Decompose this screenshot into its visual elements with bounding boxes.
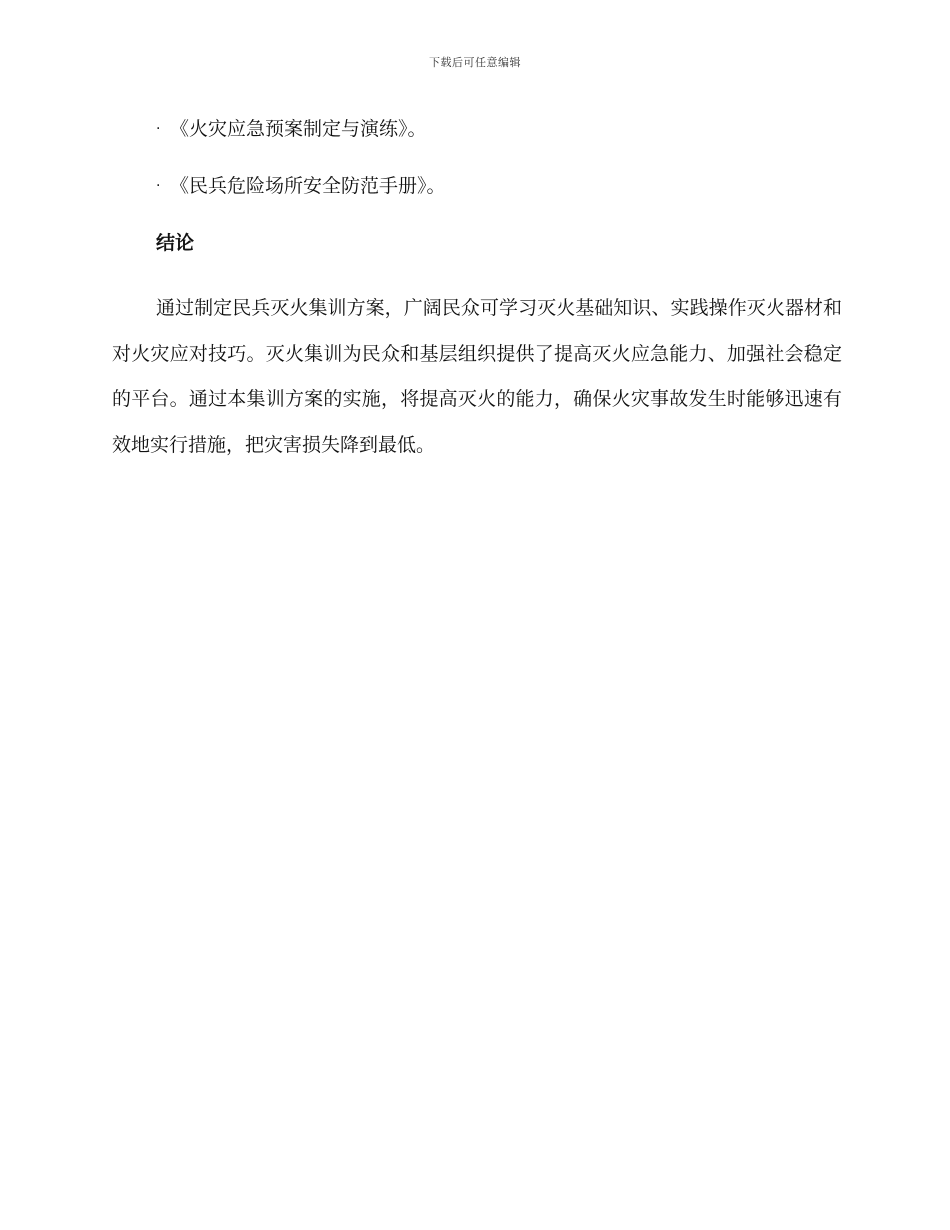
bullet-icon: · <box>156 178 161 194</box>
reference-text: 《火灾应急预案制定与演练》。 <box>170 118 427 140</box>
page-header: 下载后可任意编辑 <box>429 56 521 69</box>
reference-item <box>156 115 427 143</box>
reference-item <box>156 172 446 200</box>
bullet-icon: · <box>156 121 161 137</box>
reference-text: 《民兵危险场所安全防范手册》。 <box>170 175 446 197</box>
conclusion-paragraph: 通过制定民兵灭火集训方案，广阔民众可学习灭火基础知识、实践操作灭火器材和对火灾应对技巧。灭火集训为民众和基层组织提供了提高灭火应急能力、加强社会稳定的平台。通过本集训方案的实施，将提高灭火的能力，确保火灾事故发生时能够迅速有效地实行措施，把灾害损失降到最低。 <box>112 297 842 456</box>
section-heading: 结论 <box>156 232 195 254</box>
